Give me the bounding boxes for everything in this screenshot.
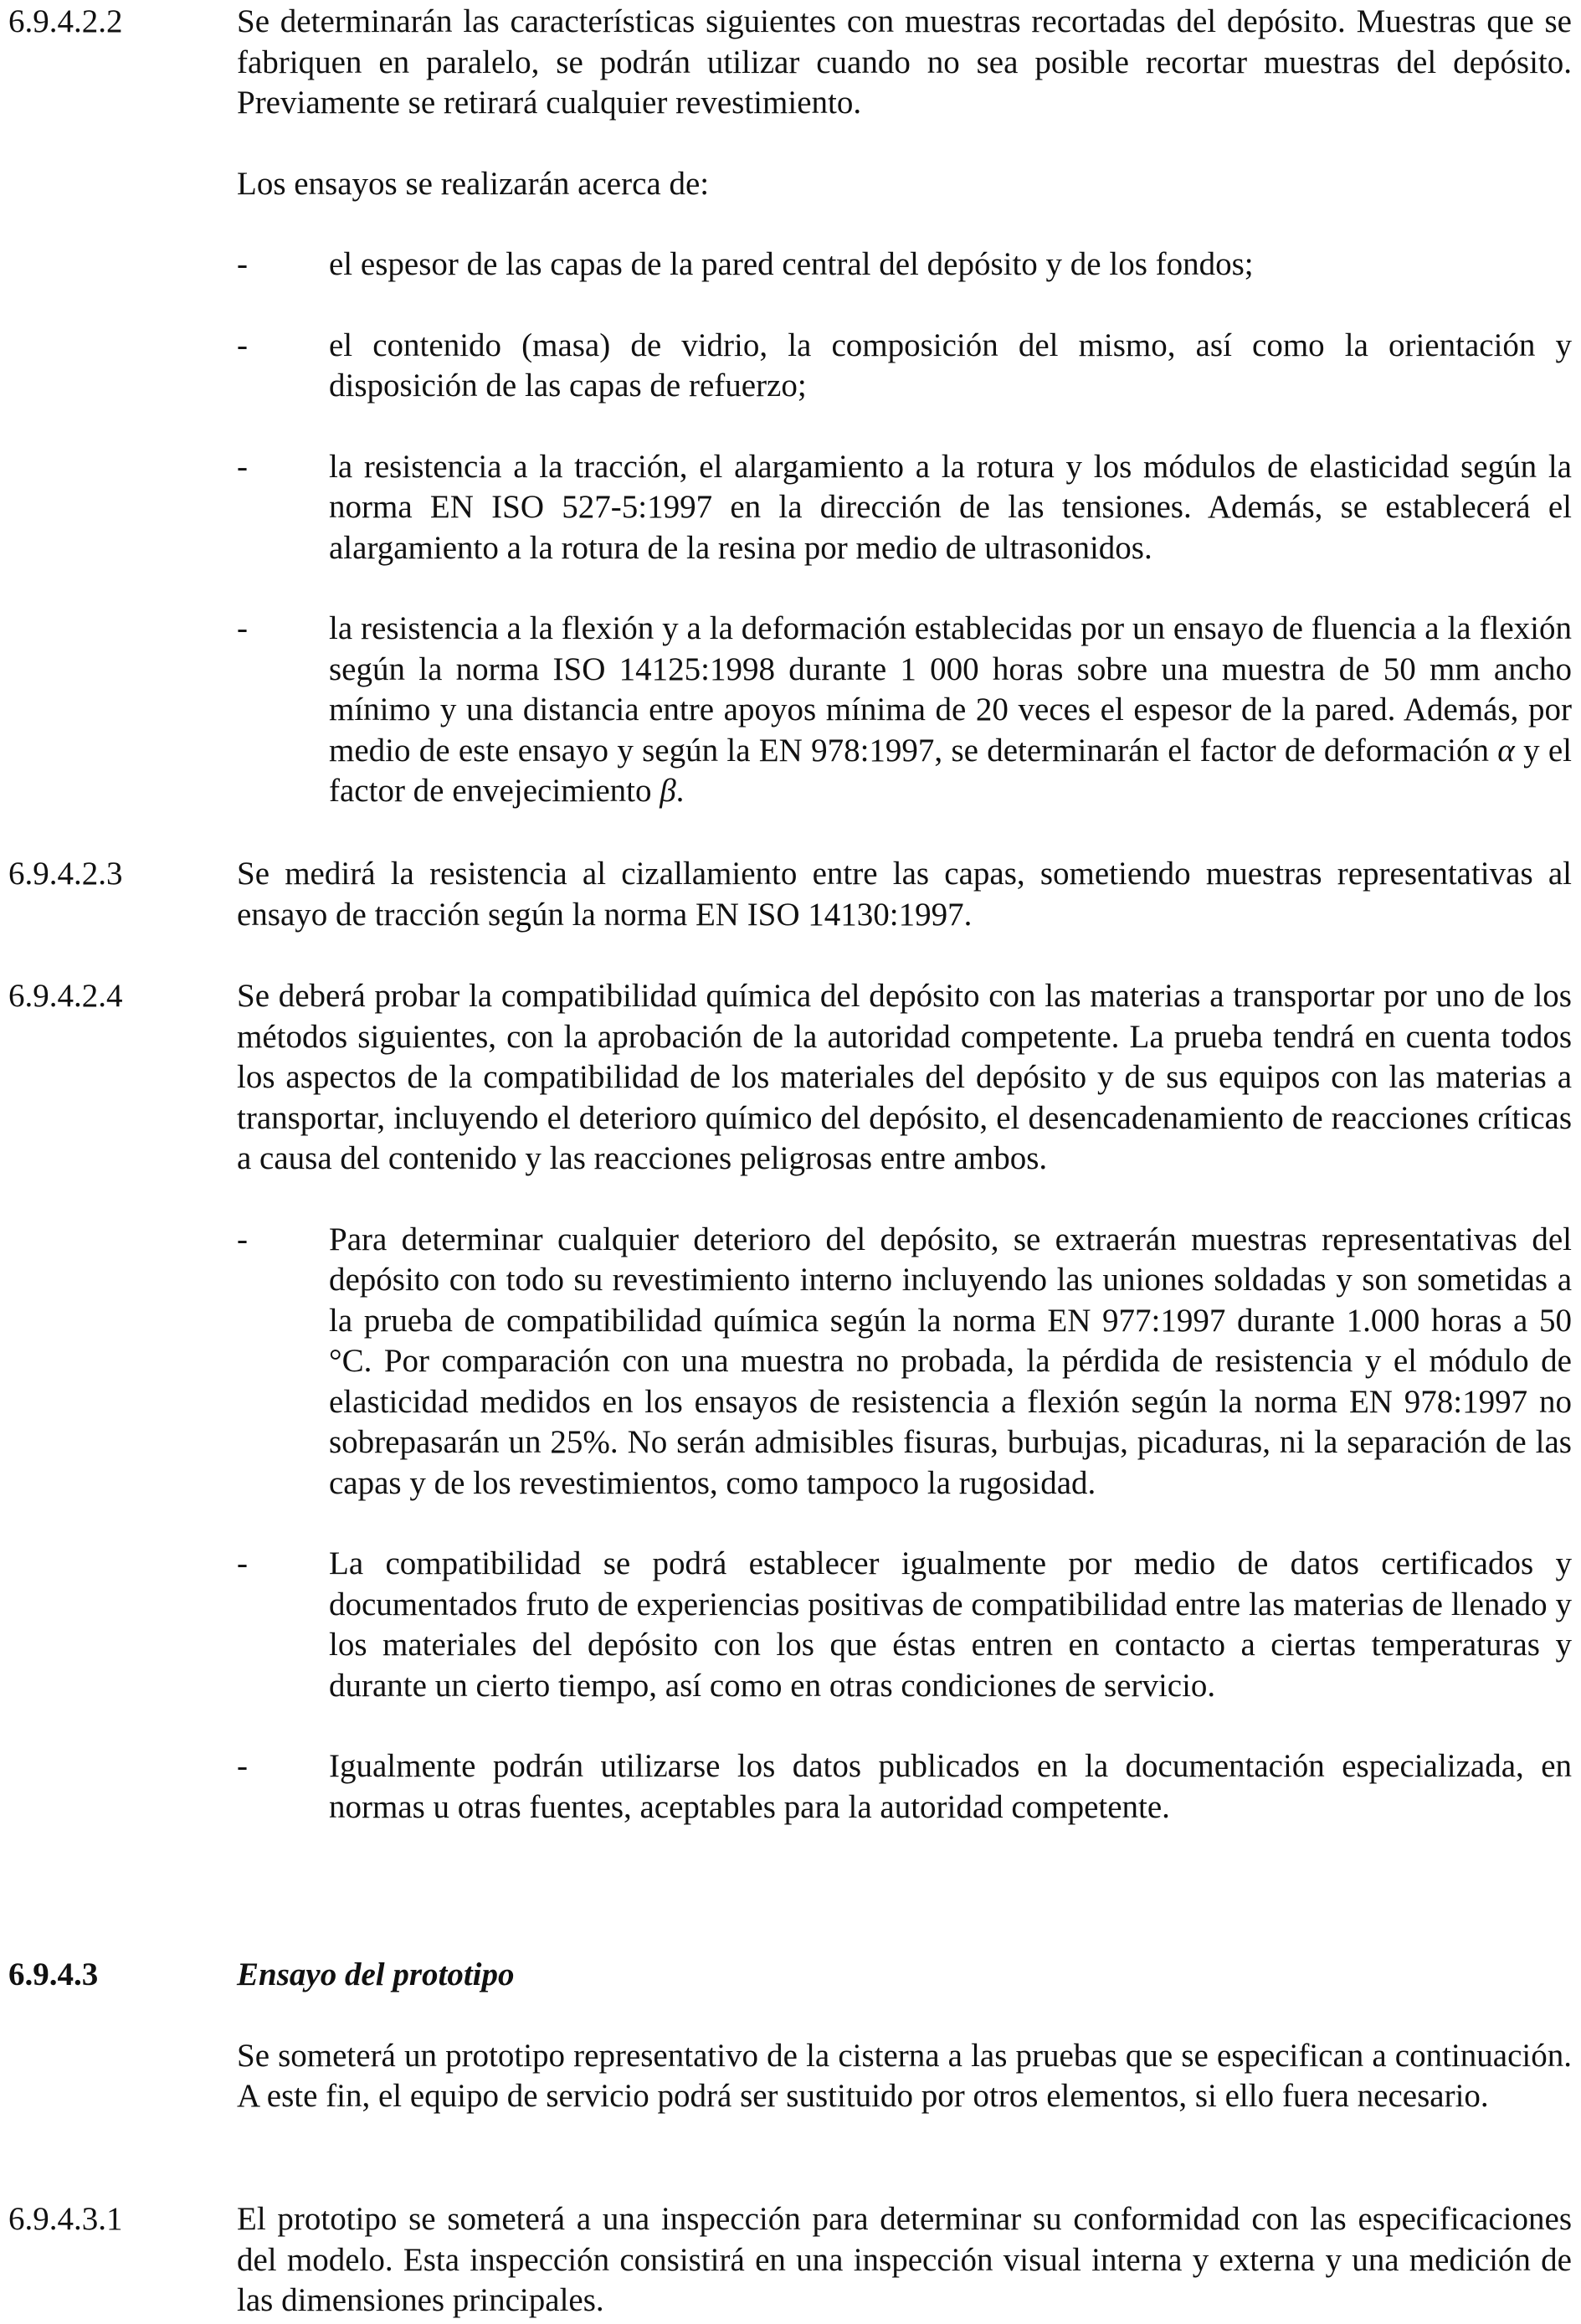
list-item [237,1544,1572,1706]
dash-marker: - [237,1221,248,1257]
list-item-text: Igualmente podrán utilizarse los datos publicados en la documentación especializada, en normas u otras fuentes, aceptables para la autoridad competente. [329,1748,1572,1825]
period: . [675,773,685,809]
dash-marker: - [237,246,248,282]
list-item-text-cont: y el factor de envejecimiento [329,732,1572,809]
dash-marker: - [237,1545,248,1581]
list-item-text: el contenido (masa) de vidrio, la composición del mismo, así como la orientación y disposición de las capas de refuerzo; [329,326,1572,404]
list-item-text: la resistencia a la flexión y a la deformación establecidas por un ensayo de fluencia a la flexión según la norma ISO 14125:1998 durante 1 000 horas sobre una muestra de 50 mm ancho mínimo y una distancia entre apoyos mínima de 20 veces el espesor de la pared. Además, por medio de este ensayo y según la EN 978:1997, se determinarán el factor de deformación [329,610,1572,769]
alpha-symbol: α [1497,732,1515,769]
section-number: 6.9.4.2.2 [8,3,123,39]
section-number: 6.9.4.2.4 [8,978,123,1014]
paragraph: El prototipo se someterá a una inspección para determinar su conformidad con las especificaciones del modelo. Esta inspección consistirá en una inspección visual interna y externa y una medición de las dimensiones principales. [237,2201,1572,2318]
dash-marker: - [237,1748,248,1784]
section-number: 6.9.4.3.1 [8,2201,123,2237]
dash-marker: - [237,448,248,485]
section-6-9-4-2-4 [8,976,1572,1828]
section-title: Ensayo del prototipo [237,1956,515,1992]
dash-marker: - [237,326,248,363]
list-item-text: la resistencia a la tracción, el alargamiento a la rotura y los módulos de elasticidad según la norma EN ISO 527-5:1997 en la dirección de las tensiones. Además, se establecerá el alargamiento a la rotura de la resina por medio de ultrasonidos. [329,448,1572,566]
paragraph: Se deberá probar la compatibilidad química del depósito con las materias a transportar por uno de los métodos siguientes, con la aprobación de la autoridad competente. La prueba tendrá en cuenta todos los aspectos de la compatibilidad de los materiales del depósito y de sus equipos con las materias a transportar, incluyendo el deterioro químico del depósito, el desencadenamiento de reacciones críticas a causa del contenido y las reacciones peligrosas entre ambos. [237,978,1572,1176]
list-item [237,244,1572,285]
beta-symbol: β [660,773,676,809]
list-item [237,1220,1572,1504]
paragraph: Se someterá un prototipo representativo de la cisterna a las pruebas que se especifican a continuación. A este fin, el equipo de servicio podrá ser sustituido por otros elementos, si ello fuera necesario. [237,2037,1572,2114]
section-6-9-4-2-2 [8,2,1572,812]
section-number: 6.9.4.3 [8,1956,99,1992]
list-intro: Los ensayos se realizarán acerca de: [237,165,710,202]
list-item-text: el espesor de las capas de la pared central del depósito y de los fondos; [329,246,1254,282]
section-6-9-4-3 [8,1955,1572,2117]
section-6-9-4-2-3 [8,854,1572,935]
list-item [237,609,1572,812]
list-item-text: La compatibilidad se podrá establecer igualmente por medio de datos certificados y documentados fruto de experiencias positivas de compatibilidad entre las materias de llenado y los materiales del depósito con los que éstas entren en contacto a ciertas temperaturas y durante un cierto tiempo, así como en otras condiciones de servicio. [329,1545,1572,1704]
section-6-9-4-3-1 [8,2199,1572,2321]
list-item [237,1746,1572,1828]
paragraph: Se determinarán las características siguientes con muestras recortadas del depósito. Muestras que se fabriquen en paralelo, se podrán utilizar cuando no sea posible recortar muestras del depósito. Previamente se retirará cualquier revestimiento. [237,3,1572,121]
list-item [237,447,1572,569]
list-item [237,326,1572,407]
list-item-text: Para determinar cualquier deterioro del depósito, se extraerán muestras representativas del depósito con todo su revestimiento interno incluyendo las uniones soldadas y son sometidas a la prueba de compatibilidad química según la norma EN 977:1997 durante 1.000 horas a 50 °C. Por comparación con una muestra no probada, la pérdida de resistencia y el módulo de elasticidad medidos en los ensayos de resistencia a flexión según la norma EN 978:1997 no sobrepasarán un 25%. No serán admisibles fisuras, burbujas, picaduras, ni la separación de las capas y de los revestimientos, como tampoco la rugosidad. [329,1221,1572,1501]
paragraph: Se medirá la resistencia al cizallamiento entre las capas, sometiendo muestras representativas al ensayo de tracción según la norma EN ISO 14130:1997. [237,856,1572,933]
section-number: 6.9.4.2.3 [8,856,123,892]
dash-marker: - [237,610,248,646]
